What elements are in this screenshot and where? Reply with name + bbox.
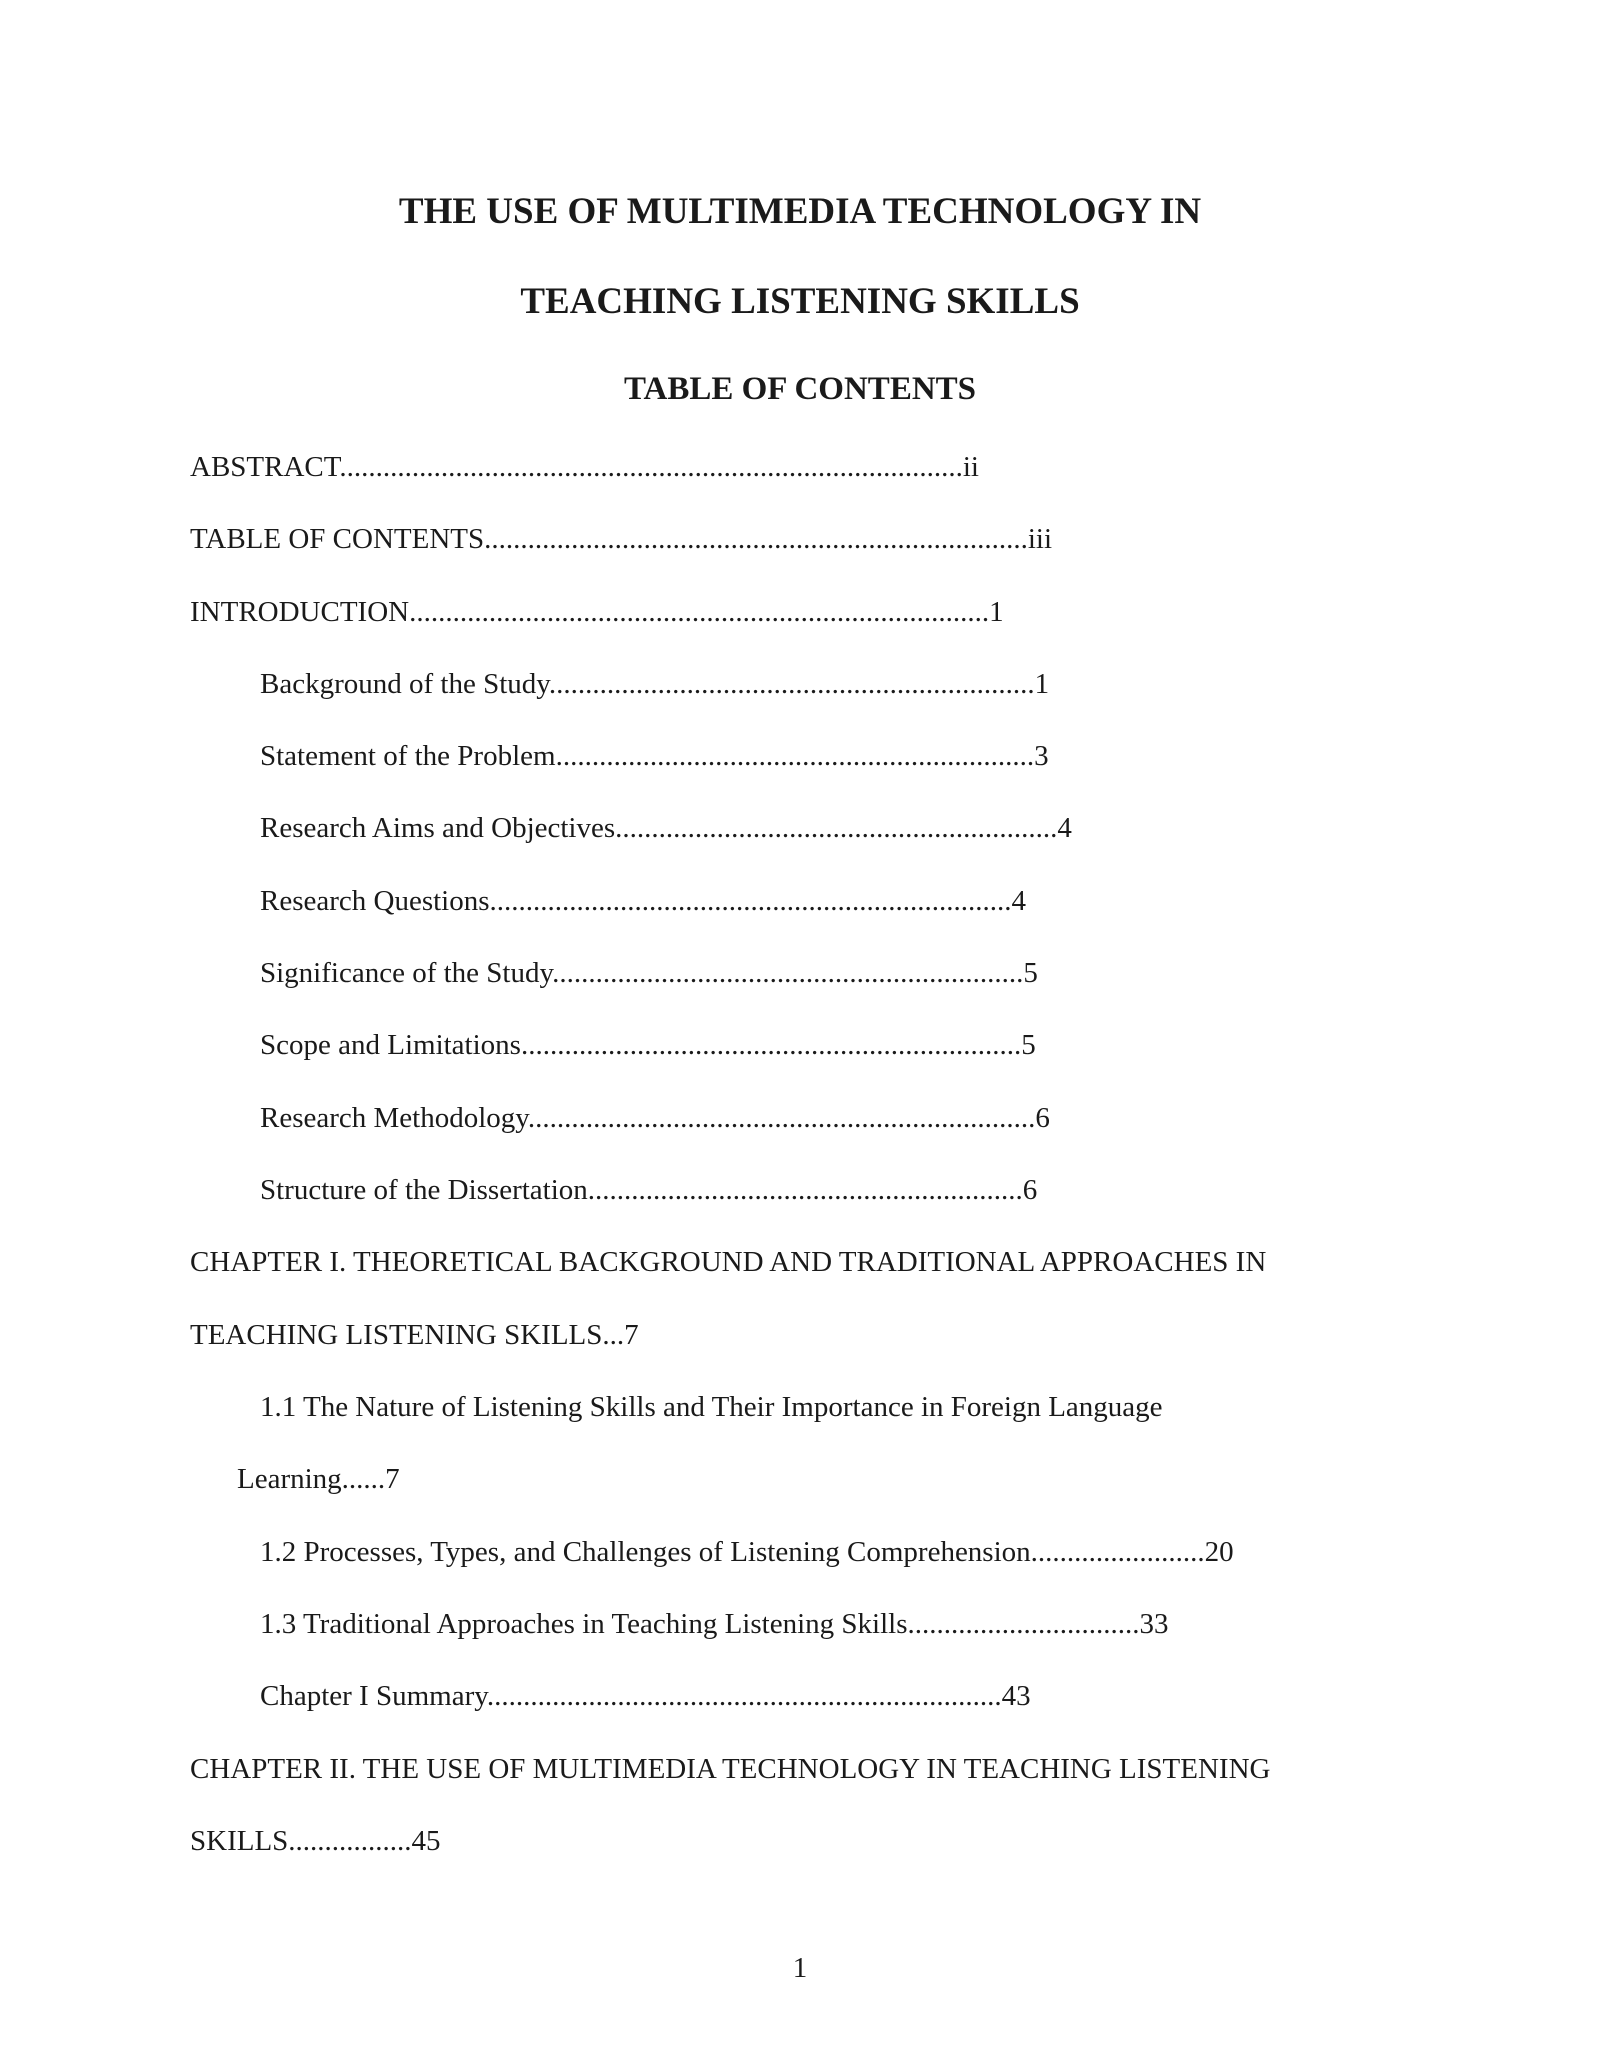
toc-entry-introduction: INTRODUCTION................................................................................1	[190, 596, 1004, 628]
document-title-line-2: TEACHING LISTENING SKILLS	[520, 281, 1080, 322]
toc-entry-table-of-contents: TABLE OF CONTENTS...........................................................................iii	[190, 523, 1053, 555]
toc-entry-scope: Scope and Limitations.....................................................................5	[260, 1029, 1036, 1061]
toc-entry-chapter-1-line-1: CHAPTER I. THEORETICAL BACKGROUND AND TRADITIONAL APPROACHES IN	[190, 1246, 1267, 1278]
toc-entry-abstract: ABSTRACT......................................................................................ii	[190, 451, 979, 483]
toc-entry-research-aims: Research Aims and Objectives.............................................................4	[260, 812, 1072, 844]
page-number: 1	[792, 1952, 808, 1984]
toc-entry-methodology: Research Methodology......................................................................6	[260, 1102, 1050, 1134]
toc-entry-statement-of-problem: Statement of the Problem..................................................................3	[260, 740, 1049, 772]
toc-entry-1-3: 1.3 Traditional Approaches in Teaching Listening Skills................................33	[260, 1608, 1169, 1640]
toc-entry-structure: Structure of the Dissertation............................................................6	[260, 1174, 1038, 1206]
toc-entry-chapter-1-summary: Chapter I Summary.......................................................................43	[260, 1680, 1031, 1712]
toc-entry-1-1-line-1: 1.1 The Nature of Listening Skills and Their Importance in Foreign Language	[260, 1391, 1163, 1423]
toc-entry-research-questions: Research Questions........................................................................4	[260, 885, 1027, 917]
document-title-line-1: THE USE OF MULTIMEDIA TECHNOLOGY IN	[398, 191, 1202, 232]
toc-entry-1-1-line-2: Learning......7	[237, 1463, 400, 1495]
toc-entry-background: Background of the Study...................................................................1	[260, 668, 1050, 700]
toc-entry-significance: Significance of the Study.................................................................5	[260, 957, 1038, 989]
toc-entry-chapter-2-line-2: SKILLS.................45	[190, 1825, 441, 1857]
toc-heading: TABLE OF CONTENTS	[623, 371, 977, 407]
toc-entry-chapter-2-line-1: CHAPTER II. THE USE OF MULTIMEDIA TECHNOLOGY IN TEACHING LISTENING	[190, 1753, 1271, 1785]
toc-entry-1-2: 1.2 Processes, Types, and Challenges of Listening Comprehension........................20	[260, 1536, 1234, 1568]
toc-entry-chapter-1-line-2: TEACHING LISTENING SKILLS...7	[190, 1319, 639, 1351]
